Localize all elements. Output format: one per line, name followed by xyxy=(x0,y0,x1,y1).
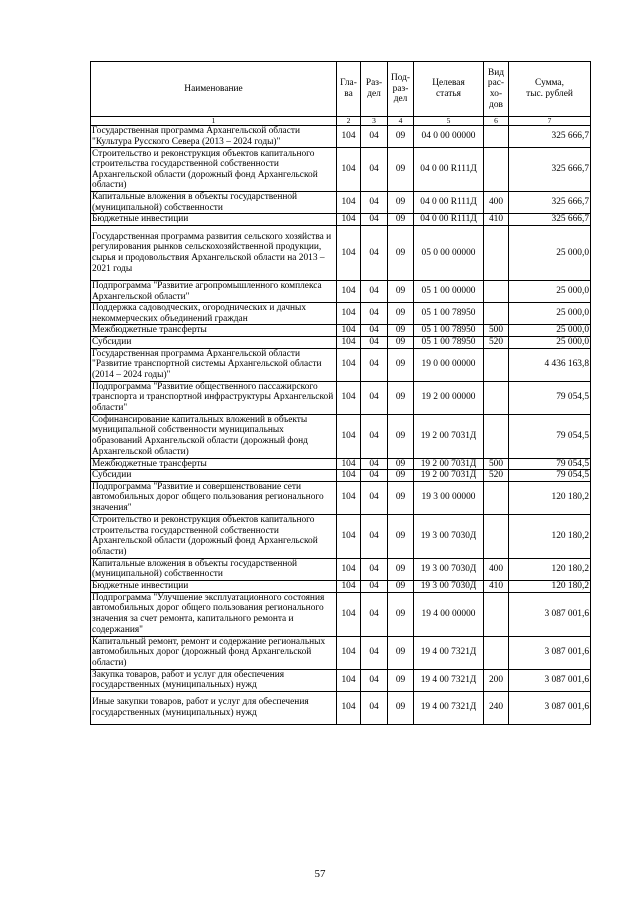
row-subsection: 09 xyxy=(388,192,414,214)
row-section: 04 xyxy=(361,414,388,458)
table-row xyxy=(91,458,591,470)
row-chapter: 104 xyxy=(337,303,361,325)
row-sum: 79 054,5 xyxy=(509,414,591,458)
row-name: Бюджетные инвестиции xyxy=(91,580,337,592)
row-type: 500 xyxy=(484,325,509,337)
row-target: 19 0 00 00000 xyxy=(414,348,484,381)
row-type: 410 xyxy=(484,580,509,592)
column-number: 6 xyxy=(484,117,509,126)
row-target: 19 4 00 00000 xyxy=(414,592,484,636)
row-type xyxy=(484,592,509,636)
row-chapter: 104 xyxy=(337,414,361,458)
row-chapter: 104 xyxy=(337,225,361,280)
table-row xyxy=(91,192,591,214)
table-row xyxy=(91,348,591,381)
row-chapter: 104 xyxy=(337,381,361,414)
row-chapter: 104 xyxy=(337,336,361,348)
row-type xyxy=(484,514,509,558)
row-chapter: 104 xyxy=(337,580,361,592)
row-subsection: 09 xyxy=(388,336,414,348)
row-name: Строительство и реконструкция объектов капитального строительства государственной собственности Архангельской области (дорожный фонд Архангельской области) xyxy=(91,514,337,558)
row-chapter: 104 xyxy=(337,126,361,148)
row-section: 04 xyxy=(361,458,388,470)
budget-table-page xyxy=(90,61,590,725)
row-name: Подпрограмма "Развитие общественного пассажирского транспорта и транспортной инфраструктуры Архангельской области" xyxy=(91,381,337,414)
row-name: Подпрограмма "Улучшение эксплуатационного состояния автомобильных дорог общего пользования регионального значения за счет ремонта, капитального ремонта и содержания" xyxy=(91,592,337,636)
row-section: 04 xyxy=(361,514,388,558)
row-sum: 325 666,7 xyxy=(509,148,591,192)
row-subsection: 09 xyxy=(388,148,414,192)
row-chapter: 104 xyxy=(337,481,361,514)
row-chapter: 104 xyxy=(337,636,361,669)
row-chapter: 104 xyxy=(337,148,361,192)
header-subsection: Под- раз- дел xyxy=(388,62,414,117)
row-subsection: 09 xyxy=(388,636,414,669)
row-section: 04 xyxy=(361,558,388,580)
row-type xyxy=(484,148,509,192)
row-subsection: 09 xyxy=(388,458,414,470)
row-chapter: 104 xyxy=(337,669,361,691)
table-row xyxy=(91,280,591,302)
row-target: 04 0 00 R111Д xyxy=(414,214,484,226)
row-name: Капитальный ремонт, ремонт и содержание региональных автомобильных дорог (дорожный фонд Архангельской области) xyxy=(91,636,337,669)
table-row xyxy=(91,148,591,192)
row-target: 19 2 00 7031Д xyxy=(414,414,484,458)
row-subsection: 09 xyxy=(388,348,414,381)
row-target: 19 3 00 00000 xyxy=(414,481,484,514)
header-chapter: Гла- ва xyxy=(337,62,361,117)
table-row xyxy=(91,691,591,724)
row-subsection: 09 xyxy=(388,280,414,302)
row-target: 05 1 00 78950 xyxy=(414,303,484,325)
table-row xyxy=(91,381,591,414)
header-name: Наименование xyxy=(91,62,337,117)
row-target: 05 1 00 78950 xyxy=(414,336,484,348)
row-chapter: 104 xyxy=(337,691,361,724)
table-row xyxy=(91,126,591,148)
row-section: 04 xyxy=(361,126,388,148)
row-subsection: 09 xyxy=(388,414,414,458)
column-number: 5 xyxy=(414,117,484,126)
row-subsection: 09 xyxy=(388,558,414,580)
row-target: 19 2 00 7031Д xyxy=(414,470,484,482)
row-subsection: 09 xyxy=(388,514,414,558)
row-section: 04 xyxy=(361,580,388,592)
row-subsection: 09 xyxy=(388,481,414,514)
page-number: 57 xyxy=(314,868,326,880)
row-name: Государственная программа Архангельской области "Культура Русского Севера (2013 – 2024 годы)" xyxy=(91,126,337,148)
row-target: 19 3 00 7030Д xyxy=(414,514,484,558)
row-target: 19 3 00 7030Д xyxy=(414,558,484,580)
table-body xyxy=(91,126,591,725)
row-section: 04 xyxy=(361,669,388,691)
row-name: Строительство и реконструкция объектов капитального строительства государственной собственности Архангельской области (дорожный фонд Архангельской области) xyxy=(91,148,337,192)
row-sum: 120 180,2 xyxy=(509,514,591,558)
row-section: 04 xyxy=(361,592,388,636)
row-sum: 4 436 163,8 xyxy=(509,348,591,381)
row-type xyxy=(484,636,509,669)
table-row xyxy=(91,225,591,280)
row-sum: 25 000,0 xyxy=(509,325,591,337)
row-type xyxy=(484,303,509,325)
row-name: Государственная программа развития сельского хозяйства и регулирования рынков сельскохозяйственной продукции, сырья и продовольствия Архангельской области на 2013 – 2021 годы xyxy=(91,225,337,280)
row-target: 04 0 00 R111Д xyxy=(414,192,484,214)
row-sum: 120 180,2 xyxy=(509,558,591,580)
row-sum: 3 087 001,6 xyxy=(509,592,591,636)
row-chapter: 104 xyxy=(337,348,361,381)
header-sum: Сумма, тыс. рублей xyxy=(509,62,591,117)
row-target: 19 4 00 7321Д xyxy=(414,636,484,669)
row-section: 04 xyxy=(361,225,388,280)
row-target: 19 4 00 7321Д xyxy=(414,669,484,691)
row-type: 520 xyxy=(484,336,509,348)
row-section: 04 xyxy=(361,148,388,192)
row-subsection: 09 xyxy=(388,303,414,325)
row-name: Поддержка садоводческих, огороднических и дачных некоммерческих объединений граждан xyxy=(91,303,337,325)
row-subsection: 09 xyxy=(388,580,414,592)
row-sum: 120 180,2 xyxy=(509,481,591,514)
table-row xyxy=(91,669,591,691)
row-subsection: 09 xyxy=(388,691,414,724)
row-name: Софинансирование капитальных вложений в объекты муниципальной собственности муниципальных образований Архангельской области (дорожный фонд Архангельской области) xyxy=(91,414,337,458)
row-sum: 325 666,7 xyxy=(509,214,591,226)
row-section: 04 xyxy=(361,481,388,514)
row-target: 04 0 00 R111Д xyxy=(414,148,484,192)
row-sum: 325 666,7 xyxy=(509,126,591,148)
row-chapter: 104 xyxy=(337,558,361,580)
row-type: 400 xyxy=(484,558,509,580)
row-chapter: 104 xyxy=(337,325,361,337)
row-type: 400 xyxy=(484,192,509,214)
row-subsection: 09 xyxy=(388,126,414,148)
row-subsection: 09 xyxy=(388,470,414,482)
row-chapter: 104 xyxy=(337,280,361,302)
row-section: 04 xyxy=(361,214,388,226)
row-section: 04 xyxy=(361,381,388,414)
table-row xyxy=(91,325,591,337)
row-chapter: 104 xyxy=(337,192,361,214)
row-type: 200 xyxy=(484,669,509,691)
row-section: 04 xyxy=(361,280,388,302)
row-name: Подпрограмма "Развитие агропромышленного комплекса Архангельской области" xyxy=(91,280,337,302)
row-name: Субсидии xyxy=(91,336,337,348)
row-type xyxy=(484,126,509,148)
row-name: Иные закупки товаров, работ и услуг для обеспечения государственных (муниципальных) нужд xyxy=(91,691,337,724)
table-row xyxy=(91,514,591,558)
table-row xyxy=(91,303,591,325)
row-type xyxy=(484,481,509,514)
row-sum: 3 087 001,6 xyxy=(509,636,591,669)
row-type xyxy=(484,381,509,414)
table-row xyxy=(91,580,591,592)
table-row xyxy=(91,336,591,348)
row-type: 410 xyxy=(484,214,509,226)
row-type xyxy=(484,348,509,381)
row-sum: 79 054,5 xyxy=(509,470,591,482)
row-target: 19 2 00 7031Д xyxy=(414,458,484,470)
row-sum: 25 000,0 xyxy=(509,303,591,325)
header-type: Вид рас- хо- дов xyxy=(484,62,509,117)
row-chapter: 104 xyxy=(337,214,361,226)
row-name: Государственная программа Архангельской области "Развитие транспортной системы Архангельской области (2014 – 2024 годы)" xyxy=(91,348,337,381)
row-subsection: 09 xyxy=(388,669,414,691)
row-name: Межбюджетные трансферты xyxy=(91,458,337,470)
row-section: 04 xyxy=(361,470,388,482)
row-sum: 79 054,5 xyxy=(509,381,591,414)
row-name: Подпрограмма "Развитие и совершенствование сети автомобильных дорог общего пользования регионального значения" xyxy=(91,481,337,514)
row-chapter: 104 xyxy=(337,514,361,558)
column-number: 4 xyxy=(388,117,414,126)
row-sum: 120 180,2 xyxy=(509,580,591,592)
row-sum: 25 000,0 xyxy=(509,336,591,348)
column-number: 7 xyxy=(509,117,591,126)
row-type xyxy=(484,414,509,458)
row-chapter: 104 xyxy=(337,458,361,470)
column-number: 3 xyxy=(361,117,388,126)
column-number: 2 xyxy=(337,117,361,126)
row-name: Субсидии xyxy=(91,470,337,482)
row-section: 04 xyxy=(361,636,388,669)
row-section: 04 xyxy=(361,192,388,214)
row-type: 500 xyxy=(484,458,509,470)
row-type xyxy=(484,225,509,280)
row-target: 19 4 00 7321Д xyxy=(414,691,484,724)
table-row xyxy=(91,214,591,226)
row-section: 04 xyxy=(361,336,388,348)
table-row xyxy=(91,558,591,580)
row-sum: 79 054,5 xyxy=(509,458,591,470)
column-number: 1 xyxy=(91,117,337,126)
row-name: Капитальные вложения в объекты государственной (муниципальной) собственности xyxy=(91,192,337,214)
row-target: 05 0 00 00000 xyxy=(414,225,484,280)
row-section: 04 xyxy=(361,348,388,381)
table-row xyxy=(91,636,591,669)
row-target: 19 2 00 00000 xyxy=(414,381,484,414)
row-sum: 25 000,0 xyxy=(509,225,591,280)
budget-table xyxy=(90,61,591,725)
row-subsection: 09 xyxy=(388,214,414,226)
table-row xyxy=(91,470,591,482)
row-section: 04 xyxy=(361,691,388,724)
row-target: 04 0 00 00000 xyxy=(414,126,484,148)
row-name: Межбюджетные трансферты xyxy=(91,325,337,337)
row-chapter: 104 xyxy=(337,470,361,482)
row-subsection: 09 xyxy=(388,225,414,280)
header-section: Раз- дел xyxy=(361,62,388,117)
row-type: 520 xyxy=(484,470,509,482)
row-type: 240 xyxy=(484,691,509,724)
row-type xyxy=(484,280,509,302)
row-sum: 325 666,7 xyxy=(509,192,591,214)
row-target: 19 3 00 7030Д xyxy=(414,580,484,592)
row-target: 05 1 00 00000 xyxy=(414,280,484,302)
row-name: Бюджетные инвестиции xyxy=(91,214,337,226)
row-sum: 3 087 001,6 xyxy=(509,669,591,691)
row-chapter: 104 xyxy=(337,592,361,636)
row-subsection: 09 xyxy=(388,592,414,636)
header-target: Целевая статья xyxy=(414,62,484,117)
table-row xyxy=(91,481,591,514)
row-subsection: 09 xyxy=(388,381,414,414)
row-section: 04 xyxy=(361,303,388,325)
row-target: 05 1 00 78950 xyxy=(414,325,484,337)
table-row xyxy=(91,592,591,636)
row-name: Капитальные вложения в объекты государственной (муниципальной) собственности xyxy=(91,558,337,580)
column-number-row xyxy=(91,117,591,126)
row-sum: 25 000,0 xyxy=(509,280,591,302)
table-row xyxy=(91,414,591,458)
row-sum: 3 087 001,6 xyxy=(509,691,591,724)
row-subsection: 09 xyxy=(388,325,414,337)
row-section: 04 xyxy=(361,325,388,337)
header-row xyxy=(91,62,591,117)
row-name: Закупка товаров, работ и услуг для обеспечения государственных (муниципальных) нужд xyxy=(91,669,337,691)
